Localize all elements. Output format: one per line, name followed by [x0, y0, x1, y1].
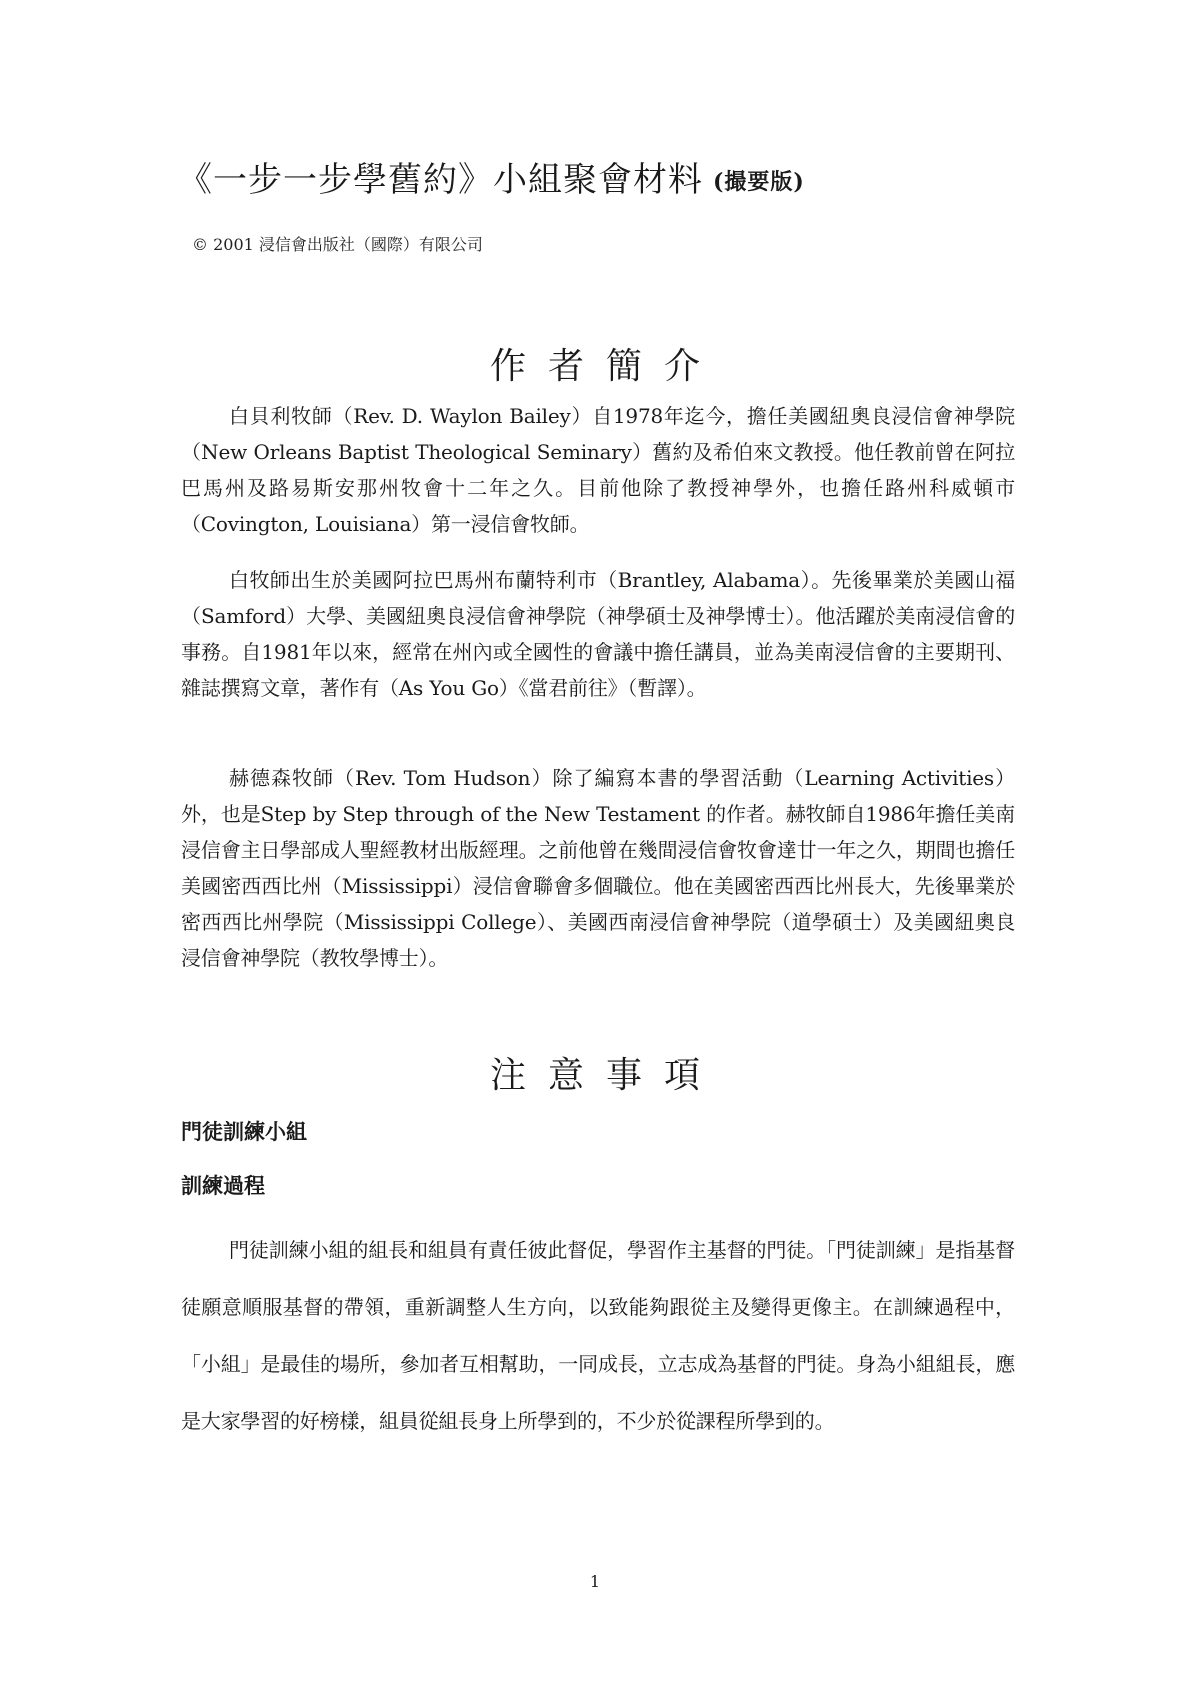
copyright-notice: © 2001 浸信會出版社（國際）有限公司	[192, 235, 483, 254]
training-process-paragraph: 門徒訓練小組的組長和組員有責任彼此督促，學習作主基督的門徒。「門徒訓練」是指基督徒願意順服基督的帶領，重新調整人生方向，以致能夠跟從主及變得更像主。在訓練過程中，「小組」是最佳的場所，參加者互相幫助，一同成長，立志成為基督的門徒。身為小組組長，應是大家學習的好榜樣，組員從組長身上所學到的，不少於從課程所學到的。	[181, 1238, 1015, 1433]
author-paragraph-bailey: 白貝利牧師（Rev. D. Waylon Bailey）自1978年迄今，擔任美國紐奧良浸信會神學院（New Orleans Baptist Theological Seminary）舊約及希伯來文教授。他任教前曾在阿拉巴馬州及路易斯安那州牧會十二年之久。目前他除了教授神學外，也擔任路州科威頓市（Covington, Louisiana）第一浸信會牧師。	[181, 404, 1015, 536]
author-intro-heading: 作者簡介	[489, 346, 722, 387]
page-number: 1	[589, 1572, 601, 1591]
title-text: 《一步一步學舊約》小組聚會材料	[178, 160, 703, 200]
author-paragraph-hudson: 赫德森牧師（Rev. Tom Hudson）除了編寫本書的學習活動（Learning Activities）外，也是Step by Step through of the New Testament 的作者。赫牧師自1986年擔任美南浸信會主日學部成人聖經教材出版經理。之前他曾在幾間浸信會牧會達廿一年之久，期間也擔任美國密西西比州（Mississippi）浸信會聯會多個職位。他在美國密西西比州長大，先後畢業於密西西比州學院（Mississippi College）、美國西南浸信會神學院（道學碩士）及美國紐奧良浸信會神學院（教牧學博士）。	[181, 766, 1015, 970]
training-process-subheading: 訓練過程	[181, 1173, 265, 1198]
document-title	[178, 158, 805, 204]
edition-label: (撮要版)	[713, 169, 805, 195]
author-paragraph-bailey-background: 白牧師出生於美國阿拉巴馬州布蘭特利市（Brantley, Alabama）。先後畢業於美國山福（Samford）大學、美國紐奧良浸信會神學院（神學碩士及神學博士）。他活躍於美南浸信會的事務。自1981年以來，經常在州內或全國性的會議中擔任講員，並為美南浸信會的主要期刊、雜誌撰寫文章，著作有（As You Go）《當君前往》（暫譯）。	[181, 568, 1015, 700]
notes-heading: 注意事項	[489, 1055, 722, 1096]
discipleship-group-subheading: 門徒訓練小組	[181, 1119, 307, 1144]
